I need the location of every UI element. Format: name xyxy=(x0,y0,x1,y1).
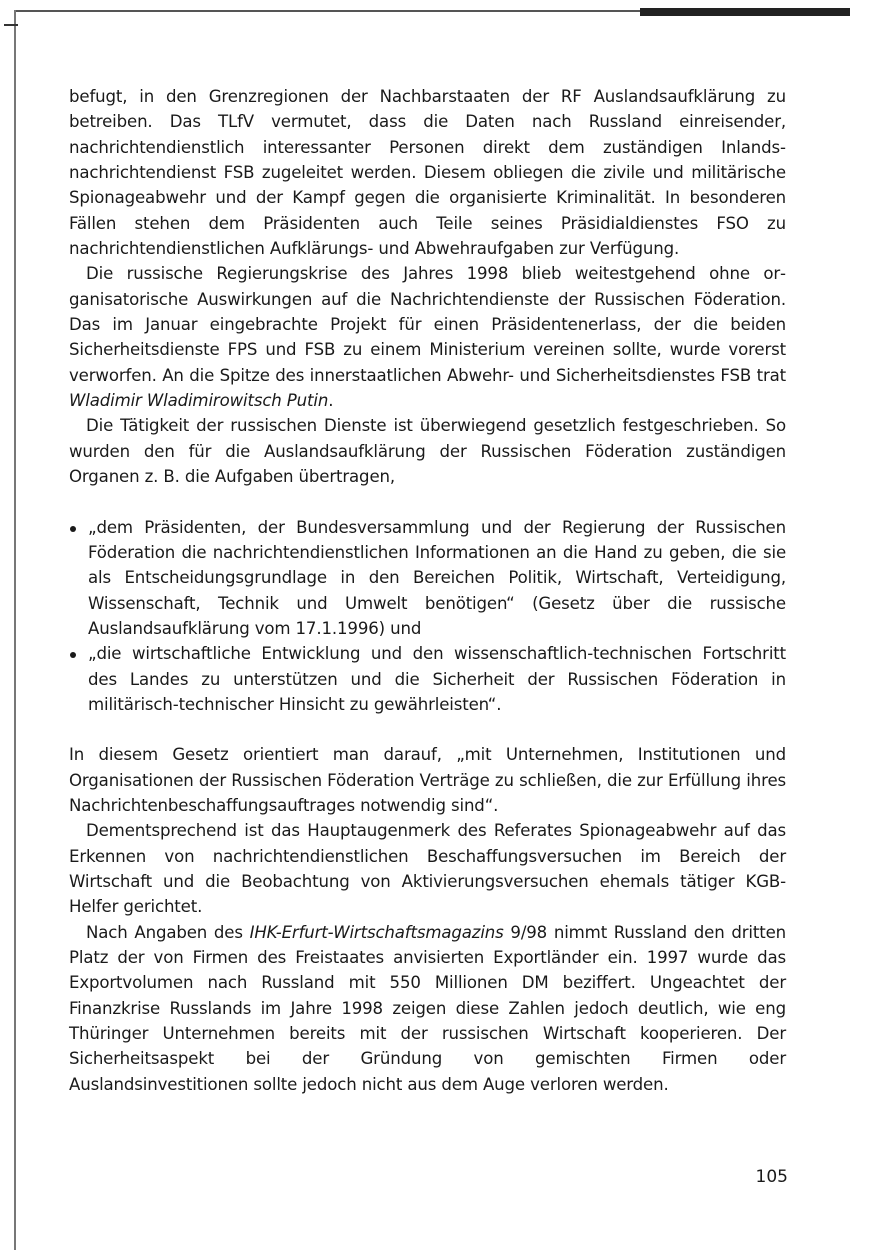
scan-corner-mark xyxy=(4,24,18,26)
paragraph-export-russia xyxy=(69,920,786,1097)
paragraph-law-orientation: In diesem Gesetz orientiert man darauf, „mit Unternehmen, Institutionen und Organisationen der Russischen Föderation Verträge zu schließen, die zur Erfüllung ihres Nachrichtenbeschaffungsauftrages notwendig sind“. xyxy=(69,745,786,815)
italic-name-putin: Wladimir Wladimirowitsch Putin xyxy=(69,391,329,411)
scan-border-top-heavy xyxy=(640,8,850,16)
paragraph-text: Nach Angaben des xyxy=(86,922,250,942)
paragraph-text: 9/98 nimmt Russland den dritten Platz der von Firmen des Freistaates anvisierten Exportländer ein. 1997 wurde das Exportvolumen nach Russland mit 550 Millionen DM beziffert. Ungeachtet der Finanzkrise Russlands im Jahre 1998 zeigen diese Zahlen jedoch deutlich, wie eng Thüringer Unternehmen bereits mit der russischen Wirtschaft kooperieren. Der Sicherheitsaspekt bei der Gründung von gemischten Firmen oder Auslandsinvestitionen sollte jedoch nicht aus dem Auge verloren werden. xyxy=(69,922,786,1094)
list-item-text: „dem Präsidenten, der Bundesversammlung und der Regierung der Russischen Föderation die nachrichtendienstlichen Informationen an die Hand zu geben, die sie als Entscheidungsgrundlage in den Bereichen Politik, Wirtschaft, Verteidigung, Wissenschaft, Technik und Umwelt benötigen“ (Gesetz über die russische Auslandsaufklärung vom 17.1.1996) und xyxy=(88,517,786,638)
bullet-icon xyxy=(70,652,76,658)
page-body xyxy=(69,84,786,1097)
tasks-bullet-list xyxy=(69,515,786,718)
paragraph-counterintelligence-focus: Dementsprechend ist das Hauptaugenmerk des Referates Spionageabwehr auf das Erkennen von nachrichtendienstlichen Beschaffungsversuchen im Bereich der Wirtschaft und die Beobachtung von Aktivierungsversuchen ehemals tätiger KGB-Helfer gerichtet. xyxy=(69,821,786,917)
list-item xyxy=(69,641,786,717)
page-number: 105 xyxy=(755,1167,788,1187)
italic-magazine-title: IHK-Erfurt-Wirtschaftsmagazins xyxy=(249,922,504,942)
bullet-icon xyxy=(70,526,76,532)
paragraph-intelligence-borders: befugt, in den Grenzregionen der Nachbarstaaten der RF Auslandsaufklärung zu betreiben. Das TLfV vermutet, dass die Daten nach Russland einreisender, nachrichtendienstlich interessanter Personen direkt dem zuständigen Inlandsnachrichtendienst FSB zugeleitet werden. Diesem obliegen die zivile und militärische Spionageabwehr und der Kampf gegen die organisierte Kriminalität. In besonderen Fällen stehen dem Präsidenten auch Teile seines Präsidialdienstes FSO zu nachrichtendienstlichen Aufklärungs- und Abwehraufgaben zur Verfügung. xyxy=(69,87,786,259)
paragraph-text: Die russische Regierungskrise des Jahres 1998 blieb weitestgehend ohne organisatorische Auswirkungen auf die Nachrichtendienste der Russischen Föderation. Das im Januar eingebrachte Projekt für einen Präsidentenerlass, der die beiden Sicherheitsdienste FPS und FSB zu einem Ministerium vereinen sollte, wurde vorerst verworfen. An die Spitze des innerstaatlichen Abwehr- und Sicherheitsdienstes FSB trat xyxy=(69,264,786,385)
scan-border-left xyxy=(14,10,16,1250)
list-item-text: „die wirtschaftliche Entwicklung und den wissenschaftlich-technischen Fortschritt des Landes zu unterstützen und die Sicherheit der Russischen Föderation in militärisch-technischer Hinsicht zu gewährleisten“. xyxy=(88,644,786,714)
paragraph-legal-basis: Die Tätigkeit der russischen Dienste ist überwiegend gesetzlich festgeschrieben. So wurden den für die Auslandsaufklärung der Russischen Föderation zuständigen Organen z. B. die Aufgaben übertragen, xyxy=(69,416,786,487)
list-item xyxy=(69,515,786,642)
paragraph-government-crisis xyxy=(69,261,786,413)
paragraph-text: . xyxy=(328,391,334,411)
